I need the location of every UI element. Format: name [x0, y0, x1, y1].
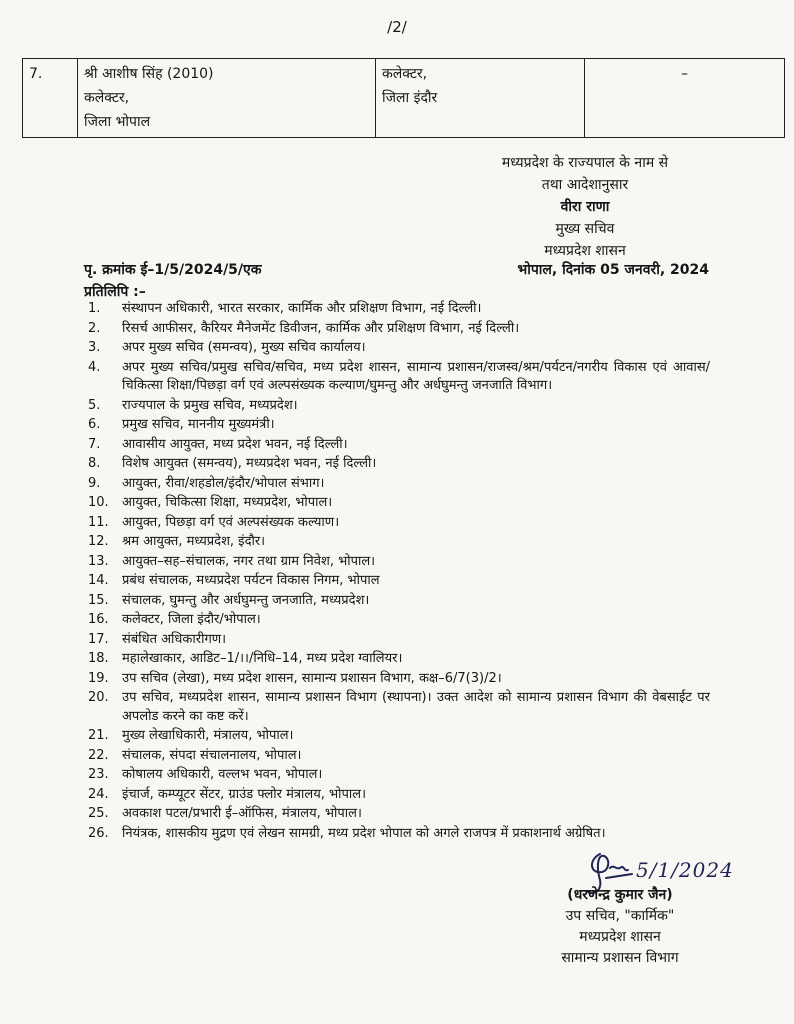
list-item-text: प्रमुख सचिव, माननीय मुख्यमंत्री।	[122, 417, 275, 432]
list-item-text: प्रबंध संचालक, मध्यप्रदेश पर्यटन विकास निगम, भोपाल	[122, 573, 380, 588]
list-item-number: 5.	[88, 397, 101, 413]
list-item-text: अपर मुख्य सचिव/प्रमुख सचिव/सचिव, मध्य प्रदेश शासन, सामान्य प्रशासन/राजस्व/श्रम/पर्यटन/नगरीय विकास एवं आवास/चिकित्सा शिक्षा/पिछड़ा वर्ग एवं अल्पसंख्यक कल्याण/घुमन्तु और अर्धघुमन्तु जनजाति विभाग।	[122, 359, 710, 393]
new-district: जिला इंदौर	[382, 90, 438, 106]
list-item-number: 9.	[88, 475, 101, 491]
list-item	[78, 397, 710, 416]
officer-current-post: कलेक्टर,	[84, 90, 130, 106]
signatory-name: वीरा राणा	[560, 199, 610, 215]
list-item-number: 17.	[88, 631, 109, 647]
list-item-text: कोषालय अधिकारी, वल्लभ भवन, भोपाल।	[122, 767, 323, 782]
signatory-office: मध्यप्रदेश शासन	[544, 243, 626, 259]
chief-secretary-block	[430, 152, 740, 262]
list-item	[78, 514, 710, 533]
copy-heading: प्रतिलिपि :–	[84, 284, 146, 300]
list-item-text: उप सचिव (लेखा), मध्य प्रदेश शासन, सामान्य प्रशासन विभाग, कक्ष–6/7(3)/2।	[122, 670, 502, 686]
list-item	[78, 747, 710, 766]
remark-cell: –	[585, 59, 785, 138]
list-item-number: 2.	[88, 320, 101, 336]
page-number: /2/	[387, 18, 407, 36]
list-item	[78, 300, 710, 319]
copy-list	[78, 300, 710, 844]
table-row	[23, 59, 785, 138]
list-item-number: 12.	[88, 534, 109, 549]
list-item-text: संचालक, घुमन्तु और अर्धघुमन्तु जनजाति, मध्यप्रदेश।	[122, 592, 370, 608]
list-item-text: नियंत्रक, शासकीय मुद्रण एवं लेखन सामग्री, मध्य प्रदेश भोपाल को अगले राजपत्र में प्रकाशनार्थ अग्रेषित।	[122, 825, 606, 841]
list-item-number: 13.	[88, 553, 109, 569]
list-item-number: 26.	[88, 825, 109, 841]
list-item-number: 20.	[88, 690, 109, 705]
list-item	[78, 670, 710, 689]
signatory-designation: मुख्य सचिव	[555, 221, 615, 237]
list-item	[78, 786, 710, 805]
posting-table	[22, 58, 785, 138]
list-item	[78, 359, 710, 396]
list-item	[78, 825, 710, 844]
list-item-number: 8.	[88, 456, 101, 471]
list-item	[78, 592, 710, 611]
list-item-text: अवकाश पटल/प्रभारी ई–ऑफिस, मंत्रालय, भोपाल।	[122, 806, 362, 821]
list-item-text: संबंधित अधिकारीगण।	[122, 631, 227, 647]
list-item-number: 14.	[88, 573, 109, 588]
list-item-number: 23.	[88, 767, 109, 782]
list-item-text: इंचार्ज, कम्प्यूटर सेंटर, ग्राउंड फ्लोर मंत्रालय, भोपाल।	[122, 786, 367, 802]
list-item-text: आवासीय आयुक्त, मध्य प्रदेश भवन, नई दिल्ली।	[122, 436, 348, 452]
list-item	[78, 689, 710, 726]
list-item-text: संस्थापन अधिकारी, भारत सरकार, कार्मिक और प्रशिक्षण विभाग, नई दिल्ली।	[122, 301, 482, 316]
list-item	[78, 650, 710, 669]
list-item	[78, 455, 710, 474]
list-item-text: महालेखाकार, आडिट–1/।।/निधि–14, मध्य प्रदेश ग्वालियर।	[122, 651, 403, 666]
list-item-text: आयुक्त–सह–संचालक, नगर तथा ग्राम निवेश, भोपाल।	[122, 553, 376, 569]
list-item	[78, 727, 710, 746]
list-item-number: 15.	[88, 592, 109, 608]
officer-current-district: जिला भोपाल	[84, 114, 151, 130]
list-item	[78, 339, 710, 358]
list-item-text: रिसर्च आफीसर, कैरियर मैनेजमेंट डिवीजन, कार्मिक और प्रशिक्षण विभाग, नई दिल्ली।	[122, 320, 520, 336]
list-item	[78, 416, 710, 435]
list-item-text: मुख्य लेखाधिकारी, मंत्रालय, भोपाल।	[122, 728, 294, 743]
list-item-number: 7.	[88, 436, 101, 452]
list-item-text: आयुक्त, रीवा/शहडोल/इंदौर/भोपाल संभाग।	[122, 475, 325, 491]
list-item-text: संचालक, संपदा संचालनालय, भोपाल।	[122, 747, 302, 763]
list-item-number: 24.	[88, 786, 109, 802]
list-item	[78, 533, 710, 552]
list-item	[78, 631, 710, 650]
list-item-text: अपर मुख्य सचिव (समन्वय), मुख्य सचिव कार्यालय।	[122, 340, 366, 355]
handwritten-date: 5/1/2024	[636, 858, 734, 882]
footer-designation: उप सचिव, "कार्मिक"	[565, 908, 675, 924]
list-item-number: 4.	[88, 359, 101, 375]
list-item	[78, 805, 710, 824]
list-item	[78, 572, 710, 591]
reference-place-date: भोपाल, दिनांक 05 जनवरी, 2024	[517, 262, 709, 278]
order-line-2: तथा आदेशानुसार	[541, 177, 629, 193]
officer-name: श्री आशीष सिंह (2010)	[84, 66, 214, 82]
list-item-number: 6.	[88, 417, 101, 432]
footer-department: सामान्य प्रशासन विभाग	[561, 950, 679, 966]
footer-name: (धरणेन्द्र कुमार जैन)	[567, 887, 673, 903]
list-item-number: 25.	[88, 806, 109, 821]
list-item-text: श्रम आयुक्त, मध्यप्रदेश, इंदौर।	[122, 534, 266, 549]
list-item-number: 19.	[88, 670, 109, 686]
new-posting-cell	[376, 59, 585, 138]
list-item	[78, 553, 710, 572]
list-item-text: आयुक्त, चिकित्सा शिक्षा, मध्यप्रदेश, भोपाल।	[122, 495, 333, 510]
list-item-text: राज्यपाल के प्रमुख सचिव, मध्यप्रदेश।	[122, 397, 298, 413]
list-item-number: 21.	[88, 728, 109, 743]
list-item-text: कलेक्टर, जिला इंदौर/भोपाल।	[122, 612, 261, 627]
list-item-number: 3.	[88, 340, 101, 355]
list-item-number: 16.	[88, 612, 109, 627]
list-item-text: आयुक्त, पिछड़ा वर्ग एवं अल्पसंख्यक कल्याण।	[122, 514, 340, 530]
new-post: कलेक्टर,	[382, 66, 428, 82]
list-item-text: विशेष आयुक्त (समन्वय), मध्यप्रदेश भवन, नई दिल्ली।	[122, 456, 377, 471]
list-item-text: उप सचिव, मध्यप्रदेश शासन, सामान्य प्रशासन विभाग (स्थापना)। उक्त आदेश को सामान्य प्रशासन विभाग की वेबसाईट पर अपलोड करने का कष्ट करें।	[122, 690, 710, 724]
list-item-number: 22.	[88, 747, 109, 763]
list-item	[78, 320, 710, 339]
deputy-secretary-block	[520, 885, 720, 969]
list-item-number: 10.	[88, 495, 109, 510]
list-item	[78, 475, 710, 494]
list-item-number: 11.	[88, 514, 109, 530]
list-item	[78, 766, 710, 785]
order-line-1: मध्यप्रदेश के राज्यपाल के नाम से	[501, 155, 669, 171]
list-item-number: 18.	[88, 651, 109, 666]
list-item	[78, 436, 710, 455]
list-item	[78, 611, 710, 630]
list-item	[78, 494, 710, 513]
officer-cell	[78, 59, 376, 138]
list-item-number: 1.	[88, 301, 101, 316]
footer-office: मध्यप्रदेश शासन	[579, 929, 661, 945]
reference-number: पृ. क्रमांक ई–1/5/2024/5/एक	[84, 262, 262, 278]
serial-cell: 7.	[23, 59, 78, 138]
